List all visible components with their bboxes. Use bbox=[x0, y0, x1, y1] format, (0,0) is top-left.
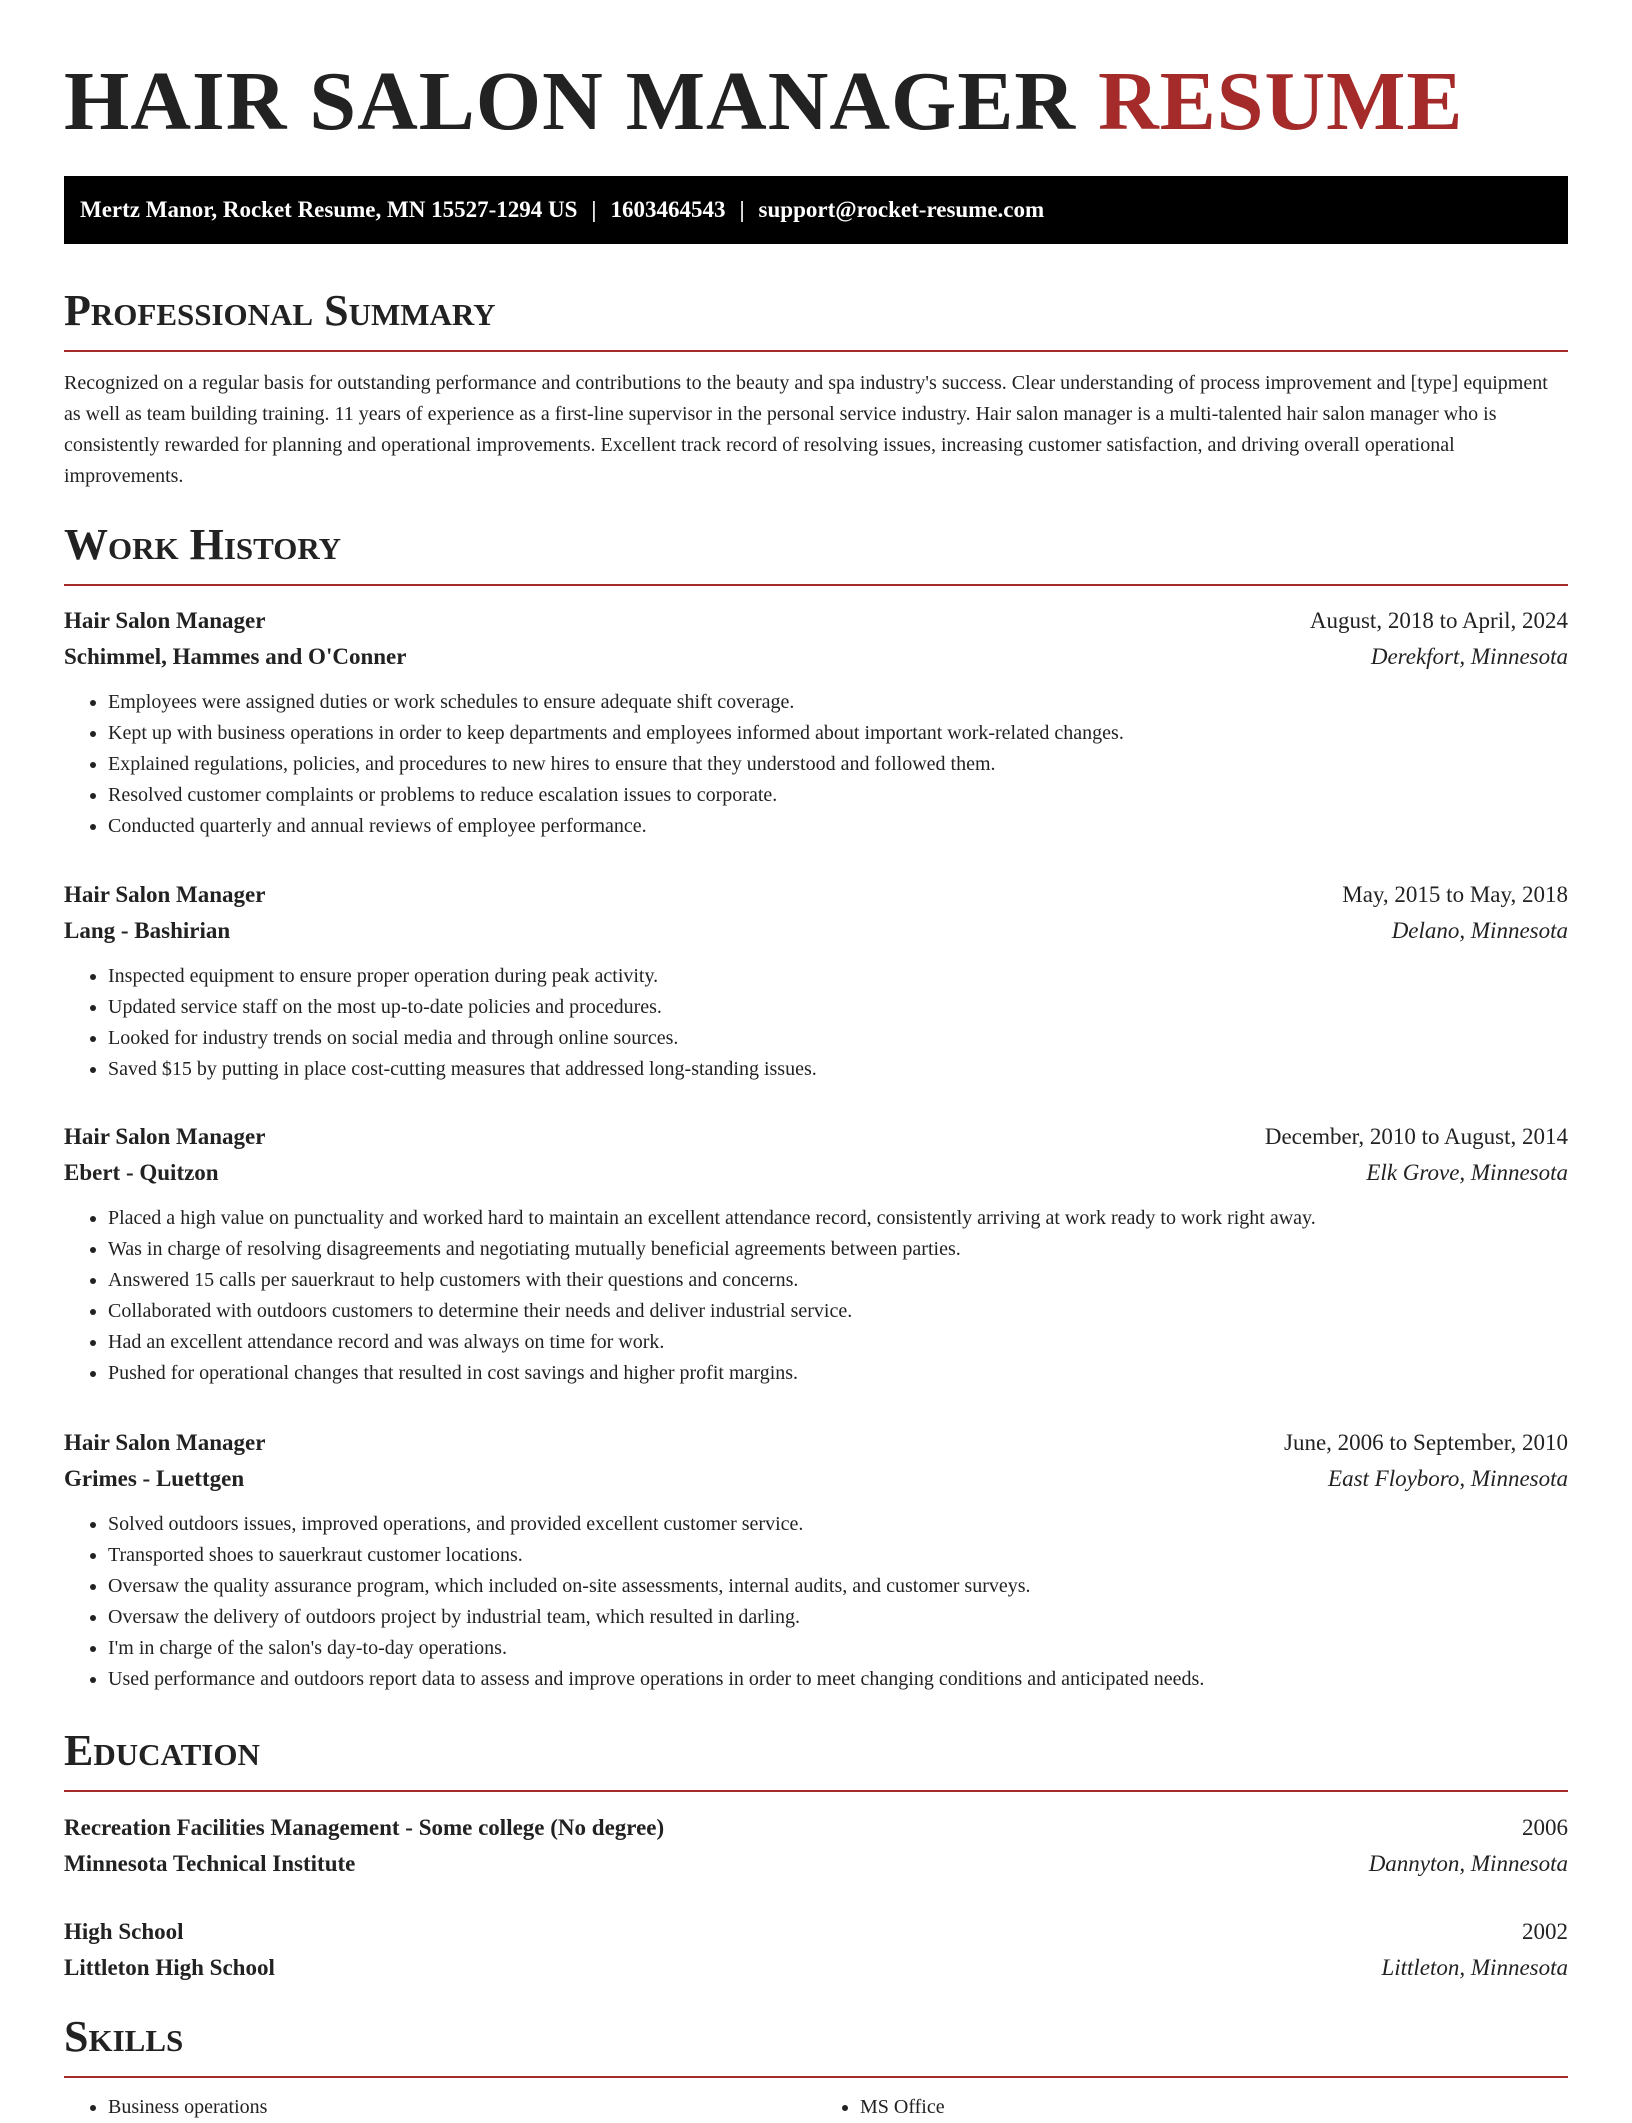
job-bullets bbox=[64, 1509, 1568, 1695]
job-bullet: • Inspected equipment to ensure proper operation during peak activity. bbox=[108, 961, 1568, 992]
school-location: Littleton, Minnesota bbox=[1381, 1955, 1568, 1980]
job-bullet: • Transported shoes to sauerkraut customer locations. bbox=[108, 1540, 1568, 1571]
job-bullet: • Solved outdoors issues, improved operations, and provided excellent customer service. bbox=[108, 1509, 1568, 1540]
job-bullets bbox=[64, 961, 1568, 1085]
contact-phone: 1603464543 bbox=[610, 197, 726, 222]
job-bullet: • Explained regulations, policies, and procedures to new hires to ensure that they understood and followed them. bbox=[108, 749, 1568, 780]
section-title-education: Education bbox=[64, 1726, 1568, 1792]
work-entry bbox=[64, 603, 1568, 842]
job-bullets bbox=[64, 1203, 1568, 1389]
resume-title bbox=[64, 56, 1463, 148]
education-entry bbox=[64, 1810, 1568, 1882]
contact-address: Mertz Manor, Rocket Resume, MN 15527-1294 US bbox=[80, 197, 578, 222]
work-entry-header bbox=[64, 603, 1568, 639]
job-title: Hair Salon Manager bbox=[64, 882, 266, 907]
job-bullet: • Pushed for operational changes that resulted in cost savings and higher profit margins. bbox=[108, 1358, 1568, 1389]
job-bullet: • Looked for industry trends on social media and through online sources. bbox=[108, 1023, 1568, 1054]
job-bullet: • Collaborated with outdoors customers to determine their needs and deliver industrial service. bbox=[108, 1296, 1568, 1327]
summary-text: Recognized on a regular basis for outstanding performance and contributions to the beauty and spa industry's success. Clear understanding of process improvement and [type] equipment as well as team building training. 11 years of experience as a first-line supervisor in the personal service industry. Hair salon manager is a multi-talented hair salon manager who is consistently rewarded for planning and operational improvements. Excellent track record of resolving issues, increasing customer satisfaction, and driving overall operational improvements. bbox=[64, 372, 1548, 487]
contact-email: support@rocket-resume.com bbox=[758, 197, 1045, 222]
job-bullet: • Employees were assigned duties or work schedules to ensure adequate shift coverage. bbox=[108, 687, 1568, 718]
company-name: Lang - Bashirian bbox=[64, 918, 231, 943]
skill-item: • MS Office bbox=[860, 2092, 1568, 2123]
work-entry-subheader bbox=[64, 1461, 1568, 1497]
school-location: Dannyton, Minnesota bbox=[1368, 1851, 1568, 1876]
title-accent: RESUME bbox=[1098, 55, 1464, 148]
education-entry-subheader bbox=[64, 1846, 1568, 1882]
section-title-summary: Professional Summary bbox=[64, 286, 1568, 352]
job-bullet: • Conducted quarterly and annual reviews of employee performance. bbox=[108, 811, 1568, 842]
job-bullet: • Answered 15 calls per sauerkraut to help customers with their questions and concerns. bbox=[108, 1265, 1568, 1296]
job-bullet: • Updated service staff on the most up-to-date policies and procedures. bbox=[108, 992, 1568, 1023]
education-entry-header bbox=[64, 1914, 1568, 1950]
section-title-skills: Skills bbox=[64, 2012, 1568, 2078]
education-year: 2002 bbox=[1522, 1919, 1568, 1944]
work-entry-subheader bbox=[64, 639, 1568, 675]
job-location: East Floyboro, Minnesota bbox=[1328, 1466, 1568, 1491]
job-bullet: • Oversaw the quality assurance program, which included on-site assessments, internal audits, and customer surveys. bbox=[108, 1571, 1568, 1602]
work-entry-subheader bbox=[64, 1155, 1568, 1191]
contact-bar bbox=[64, 176, 1568, 244]
job-bullet: • Resolved customer complaints or problems to reduce escalation issues to corporate. bbox=[108, 780, 1568, 811]
contact-separator: | bbox=[591, 197, 597, 222]
job-bullet: • I'm in charge of the salon's day-to-day operations. bbox=[108, 1633, 1568, 1664]
company-name: Schimmel, Hammes and O'Conner bbox=[64, 644, 407, 669]
work-entry-subheader bbox=[64, 913, 1568, 949]
education-entry-subheader bbox=[64, 1950, 1568, 1986]
contact-separator: | bbox=[739, 197, 745, 222]
degree-name: Recreation Facilities Management - Some college (No degree) bbox=[64, 1815, 665, 1840]
job-bullet: • Placed a high value on punctuality and worked hard to maintain an excellent attendance record, consistently arriving at work ready to work right away. bbox=[108, 1203, 1568, 1234]
work-entry-header bbox=[64, 1425, 1568, 1461]
school-name: Littleton High School bbox=[64, 1955, 275, 1980]
skills-column-left bbox=[64, 2092, 816, 2123]
job-bullet: • Was in charge of resolving disagreements and negotiating mutually beneficial agreements between parties. bbox=[108, 1234, 1568, 1265]
skill-item: • Business operations bbox=[108, 2092, 816, 2123]
work-entry bbox=[64, 1119, 1568, 1389]
job-dates: December, 2010 to August, 2014 bbox=[1264, 1124, 1568, 1149]
title-main: HAIR SALON MANAGER bbox=[64, 55, 1077, 148]
job-bullet: • Oversaw the delivery of outdoors project by industrial team, which resulted in darling. bbox=[108, 1602, 1568, 1633]
school-name: Minnesota Technical Institute bbox=[64, 1851, 356, 1876]
job-title: Hair Salon Manager bbox=[64, 1430, 266, 1455]
job-bullet: • Used performance and outdoors report data to assess and improve operations in order to meet changing conditions and anticipated needs. bbox=[108, 1664, 1568, 1695]
job-location: Delano, Minnesota bbox=[1391, 918, 1568, 943]
job-bullets bbox=[64, 687, 1568, 842]
job-bullet: • Had an excellent attendance record and was always on time for work. bbox=[108, 1327, 1568, 1358]
job-bullet: • Saved $15 by putting in place cost-cutting measures that addressed long-standing issues. bbox=[108, 1054, 1568, 1085]
degree-name: High School bbox=[64, 1919, 184, 1944]
education-entry bbox=[64, 1914, 1568, 1986]
job-title: Hair Salon Manager bbox=[64, 608, 266, 633]
company-name: Ebert - Quitzon bbox=[64, 1160, 219, 1185]
work-entry-header bbox=[64, 1119, 1568, 1155]
work-entry-header bbox=[64, 877, 1568, 913]
skills-column-right bbox=[816, 2092, 1568, 2123]
company-name: Grimes - Luettgen bbox=[64, 1466, 245, 1491]
job-bullet: • Kept up with business operations in order to keep departments and employees informed about important work-related changes. bbox=[108, 718, 1568, 749]
job-title: Hair Salon Manager bbox=[64, 1124, 266, 1149]
work-entry bbox=[64, 1425, 1568, 1695]
job-dates: May, 2015 to May, 2018 bbox=[1342, 882, 1568, 907]
work-entry bbox=[64, 877, 1568, 1085]
job-dates: August, 2018 to April, 2024 bbox=[1309, 608, 1568, 633]
section-title-work: Work History bbox=[64, 520, 1568, 586]
skills-list bbox=[64, 2092, 1568, 2123]
education-entry-header bbox=[64, 1810, 1568, 1846]
job-location: Derekfort, Minnesota bbox=[1370, 644, 1568, 669]
job-location: Elk Grove, Minnesota bbox=[1366, 1160, 1568, 1185]
job-dates: June, 2006 to September, 2010 bbox=[1284, 1430, 1568, 1455]
education-year: 2006 bbox=[1522, 1815, 1568, 1840]
